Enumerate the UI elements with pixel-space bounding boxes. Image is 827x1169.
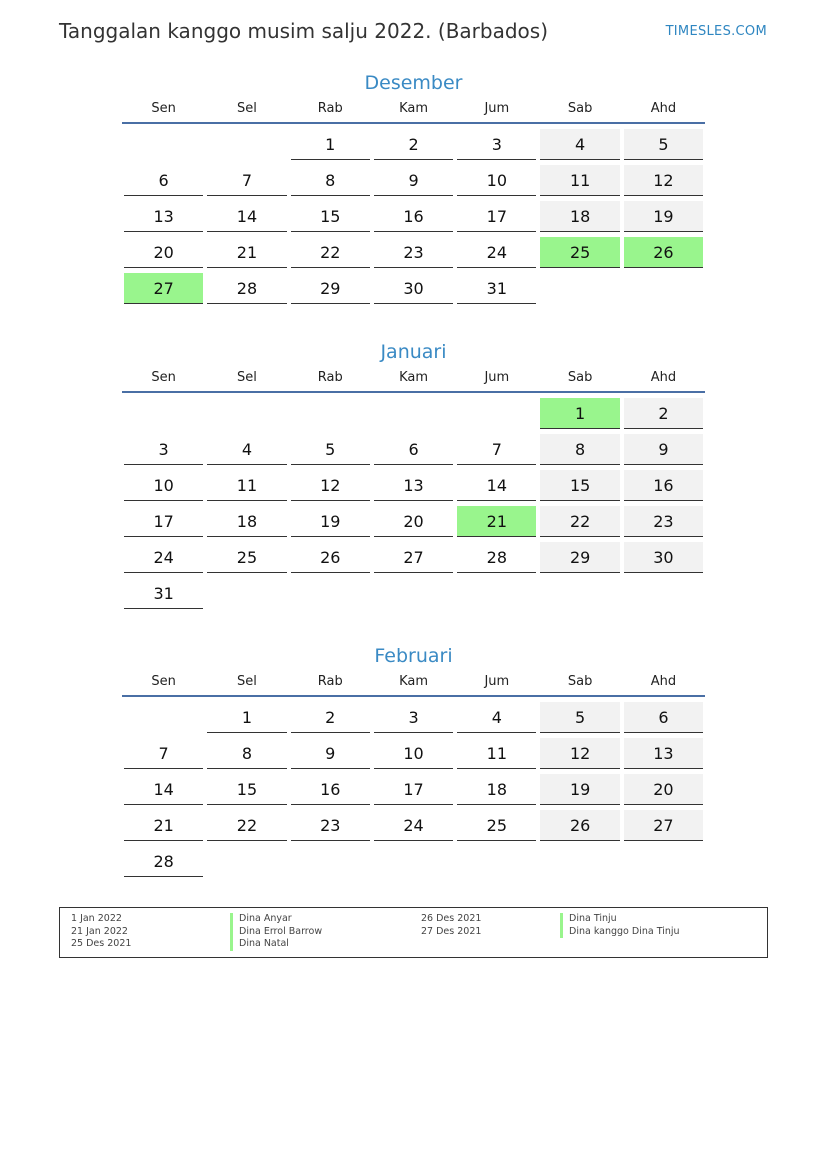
day-cell: 7: [124, 738, 203, 769]
weekday-label: Kam: [399, 101, 428, 116]
day-grid: [122, 697, 705, 882]
day-cell: 9: [374, 165, 453, 196]
day-cell: 25: [457, 810, 536, 841]
day-cell: 14: [124, 774, 203, 805]
day-grid: [122, 393, 705, 614]
legend-right-names: [560, 913, 680, 938]
day-cell: 23: [624, 506, 703, 537]
day-cell: 12: [624, 165, 703, 196]
legend-date: 26 Des 2021: [421, 913, 482, 924]
day-cell: 22: [291, 237, 370, 268]
weekday-label: Sel: [237, 674, 257, 689]
weekday-header: [122, 367, 705, 393]
holiday-day-cell: 26: [624, 237, 703, 268]
day-cell: 18: [457, 774, 536, 805]
week-row: [122, 738, 705, 774]
site-link[interactable]: TIMESLES.COM: [665, 24, 767, 39]
day-cell: 4: [457, 702, 536, 733]
day-cell: 30: [624, 542, 703, 573]
empty-day-cell: [540, 273, 619, 304]
day-cell: 19: [624, 201, 703, 232]
day-cell: 13: [624, 738, 703, 769]
empty-day-cell: [624, 273, 703, 304]
day-cell: 20: [624, 774, 703, 805]
holiday-day-cell: 27: [124, 273, 203, 304]
day-cell: 18: [540, 201, 619, 232]
week-row: [122, 129, 705, 165]
day-cell: 28: [457, 542, 536, 573]
day-cell: 17: [124, 506, 203, 537]
day-cell: 6: [374, 434, 453, 465]
empty-day-cell: [291, 846, 370, 877]
day-cell: 10: [457, 165, 536, 196]
empty-day-cell: [624, 846, 703, 877]
day-cell: 6: [624, 702, 703, 733]
empty-day-cell: [124, 702, 203, 733]
legend-holiday-name: Dina kanggo Dina Tinju: [560, 926, 680, 939]
day-cell: 28: [207, 273, 286, 304]
weekday-label: Sel: [237, 370, 257, 385]
weekday-label: Kam: [399, 370, 428, 385]
empty-day-cell: [207, 846, 286, 877]
legend-holiday-name: Dina Errol Barrow: [230, 926, 322, 939]
day-cell: 1: [207, 702, 286, 733]
day-cell: 5: [624, 129, 703, 160]
day-cell: 3: [124, 434, 203, 465]
day-cell: 16: [374, 201, 453, 232]
holiday-day-cell: 21: [457, 506, 536, 537]
legend-right-dates: [421, 913, 481, 938]
day-cell: 20: [124, 237, 203, 268]
legend-holiday-name: Dina Natal: [230, 938, 322, 951]
day-cell: 14: [207, 201, 286, 232]
empty-day-cell: [540, 578, 619, 609]
day-cell: 13: [374, 470, 453, 501]
empty-day-cell: [457, 398, 536, 429]
day-cell: 31: [457, 273, 536, 304]
weekday-header: [122, 671, 705, 697]
day-cell: 12: [291, 470, 370, 501]
week-row: [122, 542, 705, 578]
weekday-label: Rab: [317, 370, 343, 385]
weekday-label: Rab: [317, 674, 343, 689]
weekday-label: Jum: [484, 370, 510, 385]
empty-day-cell: [457, 846, 536, 877]
day-cell: 26: [540, 810, 619, 841]
day-cell: 6: [124, 165, 203, 196]
day-cell: 9: [624, 434, 703, 465]
day-cell: 12: [540, 738, 619, 769]
legend-date: 21 Jan 2022: [71, 925, 128, 937]
day-cell: 13: [124, 201, 203, 232]
weekday-label: Sel: [237, 101, 257, 116]
day-cell: 24: [124, 542, 203, 573]
weekday-label: Ahd: [650, 101, 677, 116]
legend-date: 27 Des 2021: [421, 925, 482, 937]
day-grid: [122, 124, 705, 309]
day-cell: 29: [540, 542, 619, 573]
day-cell: 27: [374, 542, 453, 573]
week-row: [122, 434, 705, 470]
weekday-label: Sab: [567, 674, 593, 689]
day-cell: 7: [207, 165, 286, 196]
day-cell: 11: [207, 470, 286, 501]
holiday-day-cell: 25: [540, 237, 619, 268]
week-row: [122, 578, 705, 614]
day-cell: 18: [207, 506, 286, 537]
day-cell: 28: [124, 846, 203, 877]
day-cell: 17: [374, 774, 453, 805]
day-cell: 16: [624, 470, 703, 501]
week-row: [122, 810, 705, 846]
holiday-legend: [59, 907, 768, 958]
weekday-label: Jum: [484, 101, 510, 116]
month-february: [122, 641, 705, 882]
day-cell: 15: [540, 470, 619, 501]
day-cell: 8: [540, 434, 619, 465]
day-cell: 1: [291, 129, 370, 160]
empty-day-cell: [207, 129, 286, 160]
day-cell: 23: [374, 237, 453, 268]
day-cell: 24: [374, 810, 453, 841]
legend-left-dates: [71, 913, 131, 951]
day-cell: 11: [540, 165, 619, 196]
week-row: [122, 165, 705, 201]
day-cell: 24: [457, 237, 536, 268]
month-title: Januari: [380, 341, 447, 363]
weekday-label: Sab: [567, 101, 593, 116]
empty-day-cell: [207, 398, 286, 429]
day-cell: 23: [291, 810, 370, 841]
empty-day-cell: [124, 398, 203, 429]
weekday-label: Kam: [399, 674, 428, 689]
empty-day-cell: [374, 398, 453, 429]
day-cell: 7: [457, 434, 536, 465]
month-january: [122, 337, 705, 614]
weekday-label: Sen: [151, 101, 176, 116]
day-cell: 29: [291, 273, 370, 304]
week-row: [122, 774, 705, 810]
empty-day-cell: [374, 846, 453, 877]
legend-holiday-name: Dina Anyar: [230, 913, 322, 926]
empty-day-cell: [457, 578, 536, 609]
day-cell: 19: [291, 506, 370, 537]
day-cell: 21: [124, 810, 203, 841]
day-cell: 19: [540, 774, 619, 805]
day-cell: 10: [374, 738, 453, 769]
day-cell: 2: [624, 398, 703, 429]
day-cell: 26: [291, 542, 370, 573]
weekday-label: Ahd: [650, 674, 677, 689]
day-cell: 15: [291, 201, 370, 232]
day-cell: 30: [374, 273, 453, 304]
day-cell: 20: [374, 506, 453, 537]
day-cell: 31: [124, 578, 203, 609]
day-cell: 22: [207, 810, 286, 841]
day-cell: 22: [540, 506, 619, 537]
weekday-label: Rab: [317, 101, 343, 116]
weekday-label: Jum: [484, 674, 510, 689]
empty-day-cell: [624, 578, 703, 609]
week-row: [122, 702, 705, 738]
day-cell: 4: [540, 129, 619, 160]
weekday-label: Ahd: [650, 370, 677, 385]
day-cell: 2: [291, 702, 370, 733]
day-cell: 16: [291, 774, 370, 805]
empty-day-cell: [374, 578, 453, 609]
day-cell: 5: [291, 434, 370, 465]
day-cell: 27: [624, 810, 703, 841]
day-cell: 25: [207, 542, 286, 573]
legend-holiday-name: Dina Tinju: [560, 913, 680, 926]
empty-day-cell: [291, 578, 370, 609]
month-title: Desember: [364, 72, 463, 94]
week-row: [122, 506, 705, 542]
empty-day-cell: [124, 129, 203, 160]
week-row: [122, 470, 705, 506]
day-cell: 14: [457, 470, 536, 501]
legend-left-names: [230, 913, 322, 951]
day-cell: 8: [207, 738, 286, 769]
day-cell: 9: [291, 738, 370, 769]
day-cell: 4: [207, 434, 286, 465]
legend-date: 25 Des 2021: [71, 938, 132, 950]
week-row: [122, 846, 705, 882]
day-cell: 5: [540, 702, 619, 733]
empty-day-cell: [540, 846, 619, 877]
day-cell: 8: [291, 165, 370, 196]
day-cell: 17: [457, 201, 536, 232]
day-cell: 2: [374, 129, 453, 160]
week-row: [122, 237, 705, 273]
day-cell: 10: [124, 470, 203, 501]
month-december: [122, 68, 705, 309]
week-row: [122, 273, 705, 309]
page-title: Tanggalan kanggo musim salju 2022. (Barbados): [59, 19, 548, 43]
day-cell: 15: [207, 774, 286, 805]
empty-day-cell: [291, 398, 370, 429]
weekday-header: [122, 98, 705, 124]
weekday-label: Sen: [151, 370, 176, 385]
empty-day-cell: [207, 578, 286, 609]
day-cell: 11: [457, 738, 536, 769]
week-row: [122, 201, 705, 237]
holiday-day-cell: 1: [540, 398, 619, 429]
day-cell: 21: [207, 237, 286, 268]
week-row: [122, 398, 705, 434]
month-title: Februari: [374, 645, 453, 667]
day-cell: 3: [457, 129, 536, 160]
day-cell: 3: [374, 702, 453, 733]
legend-date: 1 Jan 2022: [71, 913, 122, 924]
weekday-label: Sab: [567, 370, 593, 385]
weekday-label: Sen: [151, 674, 176, 689]
